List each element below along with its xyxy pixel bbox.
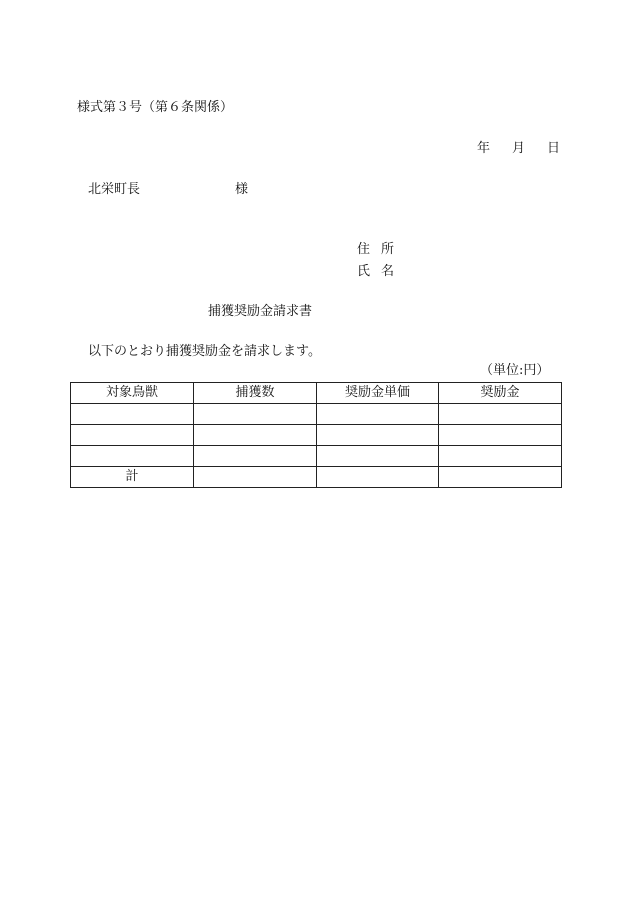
table-cell[interactable] <box>439 404 562 425</box>
table-cell[interactable] <box>194 404 317 425</box>
name-label-char-2: 名 <box>381 264 395 279</box>
table-cell[interactable] <box>317 425 439 446</box>
address-label-char-2: 所 <box>381 242 395 257</box>
table-cell[interactable] <box>194 425 317 446</box>
intro-text: 以下のとおり捕獲奨励金を請求します。 <box>88 344 321 359</box>
table-cell[interactable] <box>439 425 562 446</box>
addressee-name: 北栄町長 <box>88 182 141 197</box>
table-cell[interactable] <box>194 446 317 467</box>
date-line <box>477 142 560 155</box>
year-label: 年 <box>477 141 491 156</box>
table-cell[interactable] <box>194 467 317 488</box>
day-label: 日 <box>547 141 561 156</box>
header-reward-amount: 奨励金 <box>439 383 562 404</box>
total-label: 計 <box>71 467 194 488</box>
header-capture-count: 捕獲数 <box>194 383 317 404</box>
table-cell[interactable] <box>439 446 562 467</box>
table-cell[interactable] <box>71 404 194 425</box>
month-label: 月 <box>512 141 526 156</box>
table-total-row <box>71 467 562 488</box>
reward-table <box>70 382 562 488</box>
header-target-animal: 対象鳥獣 <box>71 383 194 404</box>
table-cell[interactable] <box>317 467 439 488</box>
table-row <box>71 446 562 467</box>
table-cell[interactable] <box>439 467 562 488</box>
table-cell[interactable] <box>71 446 194 467</box>
table-cell[interactable] <box>71 425 194 446</box>
addressee-honorific: 様 <box>235 182 249 197</box>
unit-note: （単位:円） <box>480 363 550 378</box>
header-unit-price: 奨励金単価 <box>317 383 439 404</box>
document-title: 捕獲奨励金請求書 <box>208 304 313 319</box>
table-row <box>71 404 562 425</box>
address-label-char-1: 住 <box>357 242 371 257</box>
table-row <box>71 425 562 446</box>
table-header-row <box>71 383 562 404</box>
name-label-char-1: 氏 <box>357 264 371 279</box>
address-label <box>357 243 394 256</box>
table-cell[interactable] <box>317 446 439 467</box>
name-label <box>357 265 394 278</box>
form-number: 様式第３号（第６条関係） <box>77 100 234 115</box>
table-cell[interactable] <box>317 404 439 425</box>
